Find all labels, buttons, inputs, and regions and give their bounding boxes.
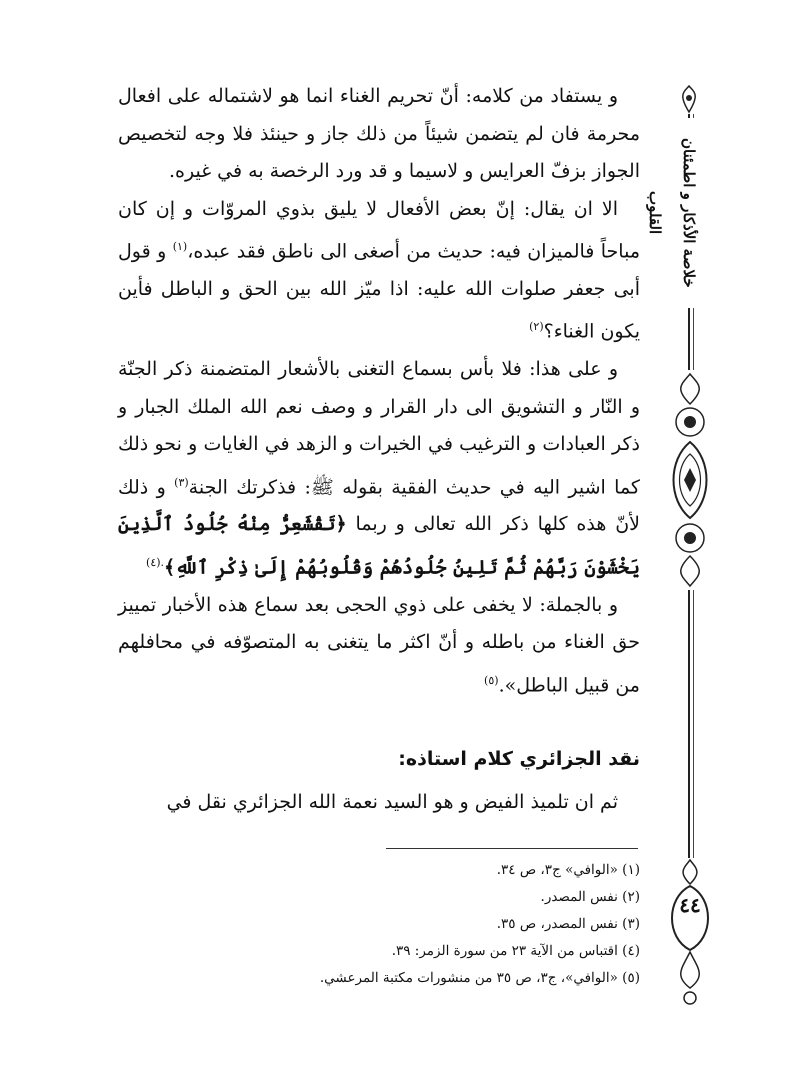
footnote-ref-3[interactable]: (٣)	[174, 475, 189, 489]
main-text	[118, 78, 640, 705]
footnote-2: (٢) نفس المصدر.	[540, 889, 640, 905]
page-number-frame-icon	[666, 858, 714, 1008]
footnote-ref-1[interactable]: (١)	[172, 240, 188, 253]
page-number: ٤٤	[679, 893, 701, 917]
paragraph-2: الا ان يقال: إنّ بعض الأفعال لا يليق بذوي المروّات و إن كان مباحاً فالميزان فيه: حديث من أصغى الى ناطق فقد عبده،$^{(١)}$ و قول أبى جعفر صلوات الله عليه: اذا ميّز الله بين الحق و الباطل فأين يكون الغناء؟$^{(٢)}$	[118, 197, 640, 343]
middle-ornament-icon	[662, 370, 718, 590]
footnote-separator	[386, 848, 638, 849]
footnote-4: (٤) اقتباس من الآية ٢٣ من سورة الزمر: ٣٩.	[391, 943, 640, 959]
paragraph-4: و بالجملة: لا يخفى على ذوي الحجى بعد سماع هذه الأخبار تمييز حق الغناء من باطله و أنّ اكثر ما يتغنى به المتصوّفه في محافلهم من قبيل الباطل».$^{(٥)}$	[118, 593, 640, 697]
top-ornament-icon	[672, 84, 706, 114]
running-head: خلاصة الأذكار و اطمئنان القلوب	[672, 118, 706, 308]
paragraph-5: ثم ان تلميذ الفيض و هو السيد نعمة الله الجزائري نقل في	[166, 791, 618, 813]
paragraph-1: و يستفاد من كلامه: أنّ تحريم الغناء انما هو لاشتماله على افعال محرمة فان لم يتضمن شيئاً من ذلك جاز و حينئذ فلا وجه لتخصيص الجواز بزفّ العرايس و لاسيما و قد ورد الرخصة به في غيره.	[118, 85, 640, 182]
footnote-ref-2[interactable]: (٢)	[529, 320, 544, 334]
footnote-ref-4[interactable]: .(٤)	[146, 555, 165, 569]
footnote-1: (١) «الوافي» ج٣، ص ٣٤.	[496, 862, 640, 878]
footnote-5: (٥) «الوافي»، ج٣، ص ٣٥ من منشورات مكتبة المرعشي.	[319, 970, 640, 986]
footnotes	[290, 857, 640, 992]
paragraph-3: و على هذا: فلا بأس بسماع التغنى بالأشعار المتضمنة ذكر الجنّة و النّار و التشويق الى دار القرار و وصف نعم الله الملك الجبار و ذكر العبادات و الترغيب في الخيرات و الزهد في الغايات و نحو ذلك كما اشير اليه في حديث الفقية بقوله ﷺ: فذكرتك الجنة$^{(٣)}$ و ذلك لأنّ هذه كلها ذكر الله تعالى و ربما ﴿تَقْشَعِرُّ مِنْهُ جُلُودُ ٱلَّذِينَ يَخْشَوْنَ رَبَّهُمْ ثُمَّ تَلِينُ جُلُودُهُمْ وَقُلُوبُهُمْ إِلَىٰ ذِكْرِ ٱللَّهِ﴾$^{.(٤)}$	[118, 358, 640, 579]
quran-quote: ﴿تَقْشَعِرُّ مِنْهُ جُلُودُ ٱلَّذِينَ يَخْشَوْنَ رَبَّهُمْ ثُمَّ تَلِينُ جُلُودُهُمْ وَقُلُوبُهُمْ إِلَىٰ ذِكْرِ ٱللَّهِ﴾	[118, 513, 640, 579]
footnote-ref-5[interactable]: (٥)	[484, 673, 499, 687]
section-heading: نقد الجزائري كلام استاذه:	[398, 748, 640, 770]
footnote-3: (٣) نفس المصدر، ص ٣٥.	[496, 916, 640, 932]
